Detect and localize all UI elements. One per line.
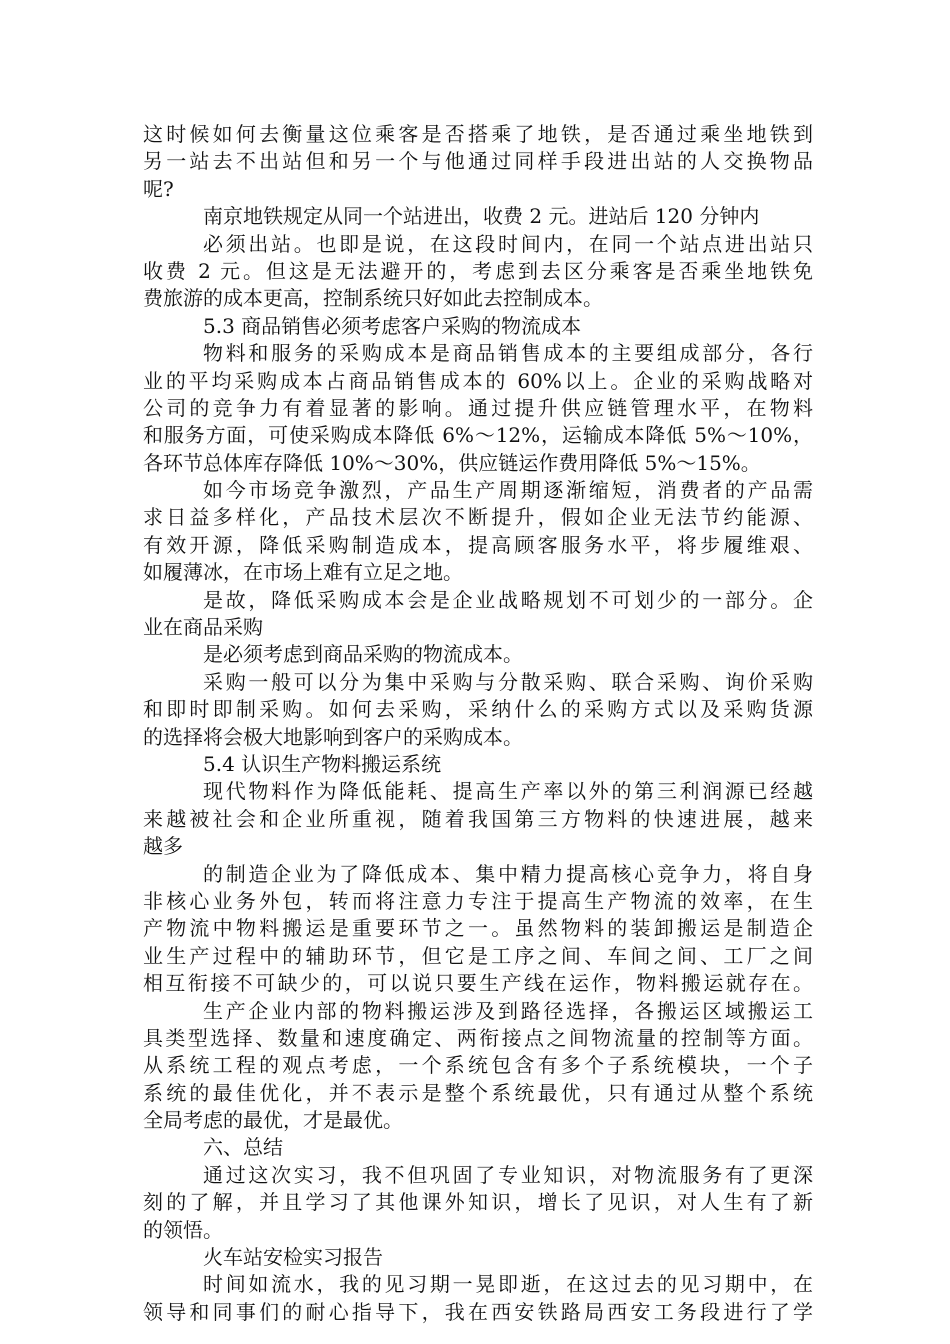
text-line: 公司的竞争力有着显著的影响。通过提升供应链管理水平，在物料	[143, 395, 813, 420]
text-line: 5.4 认识生产物料搬运系统	[203, 751, 442, 776]
text-line: 是必须考虑到商品采购的物流成本。	[203, 642, 523, 667]
text-line: 各环节总体库存降低 10%～30%，供应链运作费用降低 5%～15%。	[143, 450, 761, 475]
text-line: 如今市场竞争激烈，产品生产周期逐渐缩短，消费者的产品需	[203, 478, 813, 503]
text-line: 必须出站。也即是说，在这段时间内，在同一个站点进出站只	[203, 231, 813, 256]
text-line: 费旅游的成本更高，控制系统只好如此去控制成本。	[143, 286, 603, 311]
text-line: 另一站去不出站但和另一个与他通过同样手段进出站的人交换物品	[143, 149, 813, 174]
text-line: 通过这次实习，我不但巩固了专业知识，对物流服务有了更深	[203, 1162, 813, 1187]
text-line: 5.3 商品销售必须考虑客户采购的物流成本	[203, 313, 582, 338]
text-line: 呢?	[143, 176, 174, 201]
document-body	[143, 121, 813, 1326]
text-line: 物料和服务的采购成本是商品销售成本的主要组成部分，各行	[203, 341, 813, 366]
text-line: 和即时即制采购。如何去采购，采纳什么的采购方式以及采购货源	[143, 697, 813, 722]
text-line: 收费 2 元。但这是无法避开的，考虑到去区分乘客是否乘坐地铁免	[143, 258, 813, 283]
text-line: 南京地铁规定从同一个站进出，收费 2 元。进站后 120 分钟内	[203, 204, 760, 229]
text-line: 业生产过程中的辅助环节，但它是工序之间、车间之间、工厂之间	[143, 943, 813, 968]
text-line: 的选择将会极大地影响到客户的采购成本。	[143, 724, 523, 749]
text-line: 时间如流水，我的见习期一晃即逝，在这过去的见习期中，在	[203, 1272, 813, 1297]
text-line: 的制造企业为了降低成本、集中精力提高核心竞争力，将自身	[203, 861, 813, 886]
text-line: 业的平均采购成本占商品销售成本的 60%以上。企业的采购战略对	[143, 368, 813, 393]
text-line: 求日益多样化，产品技术层次不断提升，假如企业无法节约能源、	[143, 505, 813, 530]
text-line: 如履薄冰，在市场上难有立足之地。	[143, 560, 463, 585]
text-line: 系统的最佳优化，并不表示是整个系统最优，只有通过从整个系统	[143, 1080, 813, 1105]
text-line: 从系统工程的观点考虑，一个系统包含有多个子系统模块，一个子	[143, 1053, 813, 1078]
text-line: 和服务方面，可使采购成本降低 6%～12%，运输成本降低 5%～10%，	[143, 423, 813, 448]
text-line: 非核心业务外包，转而将注意力专注于提高生产物流的效率，在生	[143, 888, 813, 913]
text-line: 全局考虑的最优，才是最优。	[143, 1108, 403, 1133]
text-line: 是故，降低采购成本会是企业战略规划不可划少的一部分。企	[203, 587, 813, 612]
text-line: 六、总结	[203, 1135, 283, 1160]
text-line: 现代物料作为降低能耗、提高生产率以外的第三利润源已经越	[203, 779, 813, 804]
text-line: 相互衔接不可缺少的，可以说只要生产线在运作，物料搬运就存在。	[143, 971, 813, 996]
text-line: 来越被社会和企业所重视，随着我国第三方物料的快速进展，越来	[143, 806, 813, 831]
text-line: 的领悟。	[143, 1217, 223, 1242]
text-line: 生产企业内部的物料搬运涉及到路径选择，各搬运区域搬运工	[203, 998, 813, 1023]
text-line: 业在商品采购	[143, 615, 263, 640]
text-line: 这时候如何去衡量这位乘客是否搭乘了地铁，是否通过乘坐地铁到	[143, 122, 813, 146]
text-line: 有效开源，降低采购制造成本，提高顾客服务水平，将步履维艰、	[143, 532, 813, 557]
text-line: 火车站安检实习报告	[203, 1245, 383, 1270]
text-line: 领导和同事们的耐心指导下，我在西安铁路局西安工务段进行了学	[143, 1299, 813, 1324]
text-line: 刻的了解，并且学习了其他课外知识，增长了见识，对人生有了新	[143, 1190, 813, 1215]
text-line: 具类型选择、数量和速度确定、两衔接点之间物流量的控制等方面。	[143, 1025, 813, 1050]
text-line: 产物流中物料搬运是重要环节之一。虽然物料的装卸搬运是制造企	[143, 916, 813, 941]
text-line: 采购一般可以分为集中采购与分散采购、联合采购、询价采购	[203, 669, 813, 694]
text-line: 越多	[143, 834, 183, 859]
